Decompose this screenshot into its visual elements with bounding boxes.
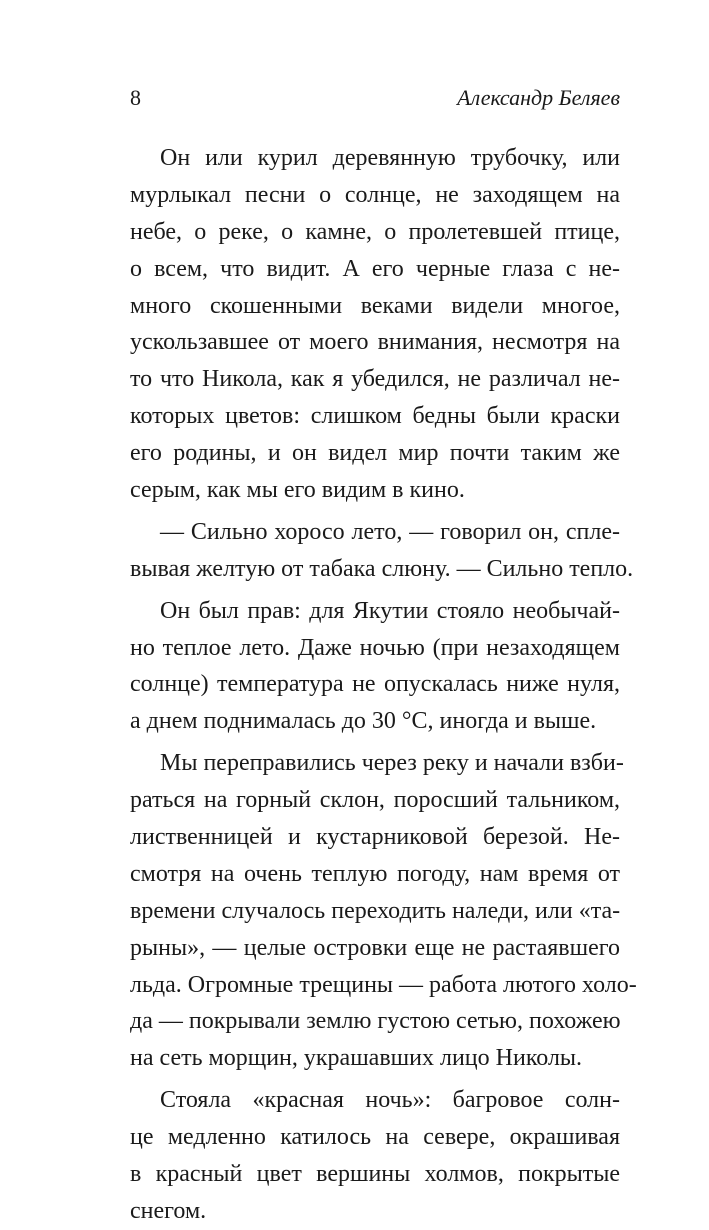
text-line: серым, как мы его видим в кино. <box>130 477 465 504</box>
text-line: а днем поднималась до 30 °С, иногда и выше. <box>130 708 597 735</box>
text-line: то что Никола, как я убедился, не различал не- <box>130 366 620 393</box>
text-line: лиственницей и кустарниковой березой. Не- <box>130 824 620 851</box>
text-line: раться на горный склон, поросший тальником, <box>130 787 620 814</box>
page-number: 8 <box>130 85 141 110</box>
text-line: смотря на очень теплую погоду, нам время от <box>130 860 620 887</box>
text-line: времени случалось переходить наледи, или «та- <box>130 897 621 924</box>
text-line: це медленно катилось на севере, окрашивая <box>130 1124 620 1151</box>
text-line: льда. Огромные трещины — работа лютого холо- <box>130 971 637 998</box>
text-line: о всем, что видит. А его черные глаза с не- <box>130 255 620 282</box>
text-line: вывая желтую от табака слюну. — Сильно тепло. <box>130 555 634 582</box>
paragraph <box>130 140 620 509</box>
text-line: мурлыкал песни о солнце, не заходящем на <box>130 181 620 208</box>
paragraph <box>130 1082 620 1230</box>
text-line: солнце) температура не опускалась ниже нуля, <box>130 671 620 698</box>
text-line: его родины, и он видел мир почти таким же <box>130 440 620 467</box>
text-line: снегом. <box>130 1197 207 1224</box>
text-line: Он или курил деревянную трубочку, или <box>160 145 620 171</box>
text-line: много скошенными веками видели многое, <box>130 292 620 319</box>
text-line: Он был прав: для Якутии стояло необычай- <box>160 597 620 624</box>
text-line: которых цветов: слишком бедны были краски <box>130 403 620 430</box>
text-line: на сеть морщин, украшавших лицо Николы. <box>130 1045 583 1072</box>
text-line: — Сильно хоросо лето, — говорил он, сплe- <box>160 518 620 545</box>
running-head <box>130 82 620 114</box>
paragraph <box>130 514 634 588</box>
body-text <box>130 140 637 1230</box>
paragraph <box>130 745 637 1077</box>
paragraph <box>130 593 620 741</box>
author-header: Александр Беляев <box>457 85 620 110</box>
text-line: да — покрывали землю густою сетью, похожею <box>130 1008 621 1035</box>
text-line: ускользавшее от моего внимания, несмотря на <box>130 329 620 356</box>
text-line: Мы переправились через реку и начали взби- <box>160 750 624 777</box>
text-line: в красный цвет вершины холмов, покрытые <box>130 1161 620 1188</box>
text-line: небе, о реке, о камне, о пролетевшей птице, <box>130 218 620 245</box>
text-line: Стояла «красная ночь»: багровое солн- <box>160 1087 620 1114</box>
text-line: рыны», — целые островки еще не растаявшего <box>130 934 620 961</box>
text-line: но теплое лето. Даже ночью (при незаходящем <box>130 634 620 661</box>
